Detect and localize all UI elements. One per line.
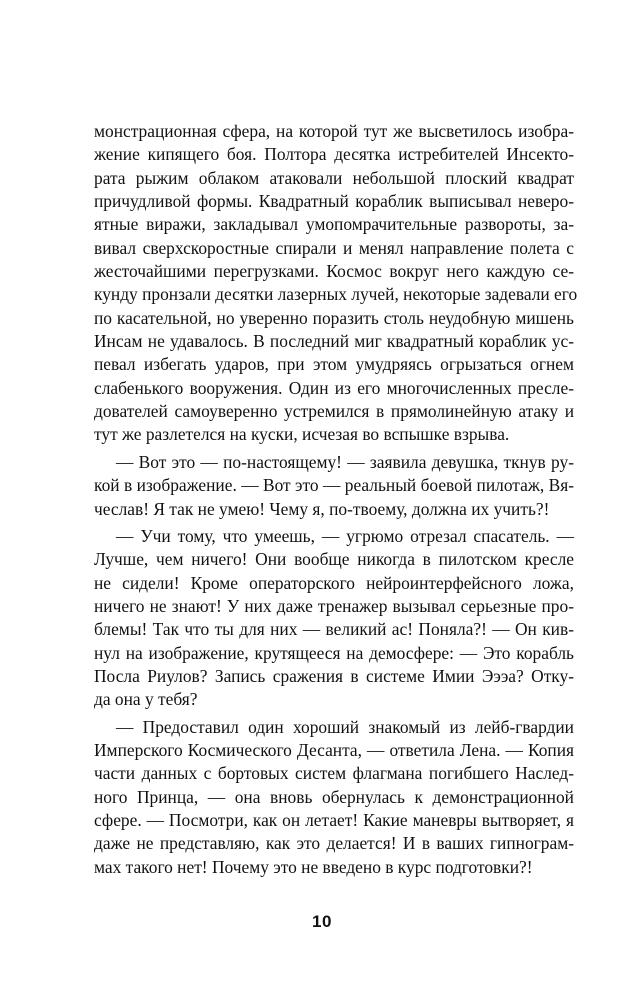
text-line: даже не представляю, как это делается! И в ваших гипнограм- xyxy=(94,833,574,854)
paragraph xyxy=(94,525,574,712)
text-line: жесточайшими перегрузками. Космос вокруг него каждую се- xyxy=(94,261,574,282)
text-line: сфере. — Посмотри, как он летает! Какие маневры вытворяет, я xyxy=(94,809,574,830)
text-line: — Предоставил один хороший знакомый из лейб-гвардии xyxy=(116,716,574,737)
text-line: ничего не знают! У них даже тренажер вызывал серьезные про- xyxy=(94,595,574,616)
text-line: ного Принца, — она вновь обернулась к демонстрационной xyxy=(94,786,574,807)
text-line: рата рыжим облаком атаковали небольшой плоский квадрат xyxy=(94,167,574,188)
text-line: не сидели! Кроме операторского нейроинтерфейсного ложа, xyxy=(94,572,574,593)
text-line: кунду пронзали десятки лазерных лучей, некоторые задевали его xyxy=(94,284,578,305)
page-number: 10 xyxy=(312,912,332,931)
text-line: Инсам не удавалось. В последний миг квадратный кораблик ус- xyxy=(94,331,574,352)
text-line: по касательной, но уверенно поразить столь неудобную мишень xyxy=(94,307,574,328)
text-line: чеслав! Я так не умею! Чему я, по-твоему, должна их учить?! xyxy=(94,498,550,519)
text-line: Имперского Космического Десанта, — ответила Лена. — Копия xyxy=(94,739,574,760)
text-line: тут же разлетелся на куски, исчезая во вспышке взрыва. xyxy=(94,424,510,445)
text-line: блемы! Так что ты для них — великий ас! Поняла?! — Он кив- xyxy=(94,619,574,640)
text-line: жение кипящего боя. Полтора десятка истребителей Инсекто- xyxy=(94,144,574,165)
text-line: певал избегать ударов, при этом умудряясь огрызаться огнем xyxy=(94,354,574,375)
text-line: нул на изображение, крутящееся на демосфере: — Это корабль xyxy=(94,642,574,663)
text-line: — Учи тому, что умеешь, — угрюмо отрезал спасатель. — xyxy=(116,525,574,546)
text-line: части данных с бортовых систем флагмана погибшего Наслед- xyxy=(94,763,574,784)
text-line: кой в изображение. — Вот это — реальный боевой пилотаж, Вя- xyxy=(94,475,574,496)
paragraph xyxy=(94,451,574,521)
text-line: ятные виражи, закладывал умопомрачительные развороты, за- xyxy=(94,214,574,235)
text-line: вивал сверхскоростные спирали и менял направление полета с xyxy=(94,237,574,258)
text-line: — Вот это — по-настоящему! — заявила девушка, ткнув ру- xyxy=(116,451,574,472)
text-line: слабенького вооружения. Один из его многочисленных пресле- xyxy=(94,377,574,398)
text-line: мах такого нет! Почему это не введено в курс подготовки?! xyxy=(94,856,533,877)
text-line: дователей самоуверенно устремился в прямолинейную атаку и xyxy=(94,401,574,422)
text-line: Посла Риулов? Запись сражения в системе Имии Эээа? Отку- xyxy=(94,665,574,686)
text-line: да она у тебя? xyxy=(94,689,198,710)
text-line: причудливой формы. Квадратный кораблик выписывал неверо- xyxy=(94,191,574,212)
text-line: Лучше, чем ничего! Они вообще никогда в пилотском кресле xyxy=(94,549,574,570)
body-text xyxy=(94,120,578,879)
paragraph xyxy=(94,120,578,447)
text-line: монстрационная сфера, на которой тут же высветилось изобра- xyxy=(94,121,574,141)
paragraph xyxy=(94,716,574,879)
